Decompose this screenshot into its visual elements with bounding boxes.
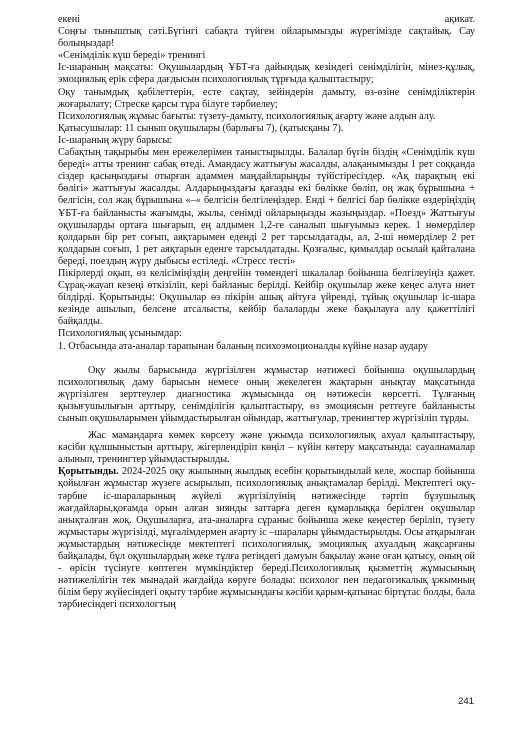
paragraph: Соңғы тыныштық сәті.Бүгінгі сабақта түйген ойларымызды жүрегімізде сақтайық. Сау болыңыздар! xyxy=(58,26,475,50)
paragraph: Сабақтың тақырыбы мен ережелерімен таныстырылды. Балалар бүгін біздің «Сенімділік күш береді» атты тренинг сабақ өтеді. Амандасу жаттығуы жасалды, алақанымызды 1 рет соққанда сіздер қасыңыздағы отырған адаммен маңдайларыңды түйістіресіздер. «Ақ парақтың екі бөлігі» жаттығуы жасалды. Алдарыңыздағы қағазды екі бөлікке бөліп, оң жақ бұрышына + белгісін, сол жақ бұрышына «–« белгісін белгілеңіздер. Енді + белгісі бар бөлікке өздеріңіздің ҰБТ-ға байланысты жағымды, жылы, сенімді ойларыңызды жазыңыздар. «Поезд» Жаттығуы оқушыларды ортаға шығарып, ең алдымен 1,2-ге саналып шығуымыз керек. 1 нөмерділер қолдарын бір рет соғып, аяқтарымен еденді 2 рет тарсылдатады, ал, 2-ші нөмерділер 2 рет қолдарын соғып, 1 рет аяқтарын еденге тарсылдатады. Қозғалыс, қимылдар осылай қайталана береді, поездың жүру дыбысы естіледі. «Стресс тесті» xyxy=(58,147,475,267)
paragraph: Іс-шараның мақсаты: Оқушылардың ҰБТ-ға дайындық кезіндегі сенімділігін, мінез-құлық, эмоциялық ерік сфера дағдысын психологиялық тұрғыда қалыптастыру; xyxy=(58,62,475,86)
page-number: 241 xyxy=(458,696,474,707)
conclusion-text: 2024-2025 оқу жылының жылдық есебін қорытындылай келе, жоспар бойынша қойылған жұмыстар жүзеге асырылып, психологиялық анықтамалар берілді. Мектептегі оқу-тәрбие іс-шараларының жүйелі жүргізілуінің нәтижесінде тәртіп бұзушылық жағдайлары,қоғамда орын алған зиянды заттарға деген құмарлыққа берілген оқушылар анықталған жоқ. Оқушыларға, ата-аналарға сұраныс бойынша жеке кеңестер беріліп, түзету жұмыстары жүргізілді, мұғалімдермен ағарту іс –шаралары ұйымдастырылды. Осы атқарылған жұмыстардың нәтижесінде мектептегі психологиялық, эмоциялық ахуалдың жақсарғаны байқалады, бұл оқушылардың жеке тұлға ретіндегі дамуын бақылау және оған қатысу, оның ой - өрісін түсінуге көптеген мүмкіндіктер береді.Психологиялық қызметтің жұмысының нәтижелілігін тек мынадай жағдайда көруге болады: психолог пен педагогикалық ұжымның білім беру жүйесіндегі оқыту тәрбие жұмысындағы кәсіби қарым-қатынас біртұтас болды, бала тәрбиесіндегі психологтың xyxy=(58,466,475,611)
document-body xyxy=(58,14,475,612)
conclusion-paragraph xyxy=(58,466,475,611)
top-line-left: екені xyxy=(58,14,81,25)
paragraph: Психологиялық ұсынымдар: xyxy=(58,328,182,340)
paragraph: Психологиялық жұмыс бағыты: түзету-дамыту, психологиялық ағарту және алдын алу. xyxy=(58,110,436,122)
top-line xyxy=(58,14,475,26)
paragraph: Пікірлерді оқып, өз келісіміңіздің деңгейін төмендегі шкалалар бойынша белгілеуіңіз қажет. Сұрақ-жауап кезеңі өткізіліп, кері байланыс берілді. Кейбір оқушылар жеке кеңес алуға ниет білдірді. Қорытынды: Оқушылар өз пікірін ашық айтуға үйренді, тұйық оқушылар іс-шара кезінде ашылып, белсене атсалысты, кейбір балаларды жеке бақылауға алу қажеттілігі байқалды. xyxy=(58,267,475,328)
top-line-right: ақикат. xyxy=(444,14,475,25)
paragraph: Оқу танымдық қабілеттерін, есте сақтау, зейіндерін дамыту, өз-өзіне сенімділіктерін жоғарылату; Стреске қарсы тұра білуге тәрбиелеу; xyxy=(58,86,475,110)
conclusion-lead: Қорытынды. xyxy=(58,466,119,478)
paragraph: 1. Отбасында ата-аналар тарапынан баланың психоэмоционалды күйіне назар аудару xyxy=(58,340,429,352)
paragraph: Жас мамандарға көмек көрсету және ұжымда психологиялық ахуал қалыптастыру, кәсіби құлшыныстын арттыру, жігерлендіріп көңіл – күйін көтеру мақсатында: сауалнамалар алынып, тренингтер ұйымдастырылды. xyxy=(58,430,475,466)
paragraph: Оқу жылы барысында жүргізілген жұмыстар нәтижесі бойынша оқушылардың психологиялық даму барысын немесе оның жекелеген жақтарын анықтау мақсатында жүргізілген зерттеулер диагностика жұмысында оң нәтижесін көрсетті. Тұлғаның қызығушылығын арттыру, сенімділігін қалыптастыру, өз эмоциясын реттеуге байланысты сынып оқушыларымен ұйымдастырылған ойындар, жаттығулар, тренингтер жүргізіліп тұрды. xyxy=(58,364,475,424)
paragraph: Іс-шараның жүру барысы: xyxy=(58,134,173,146)
paragraph: Қатысушылар: 11 сынып оқушылары (барлығы 7), (қатысқаны 7). xyxy=(58,122,344,134)
training-title: «Сенімділік күш береді» тренингі xyxy=(58,50,206,62)
